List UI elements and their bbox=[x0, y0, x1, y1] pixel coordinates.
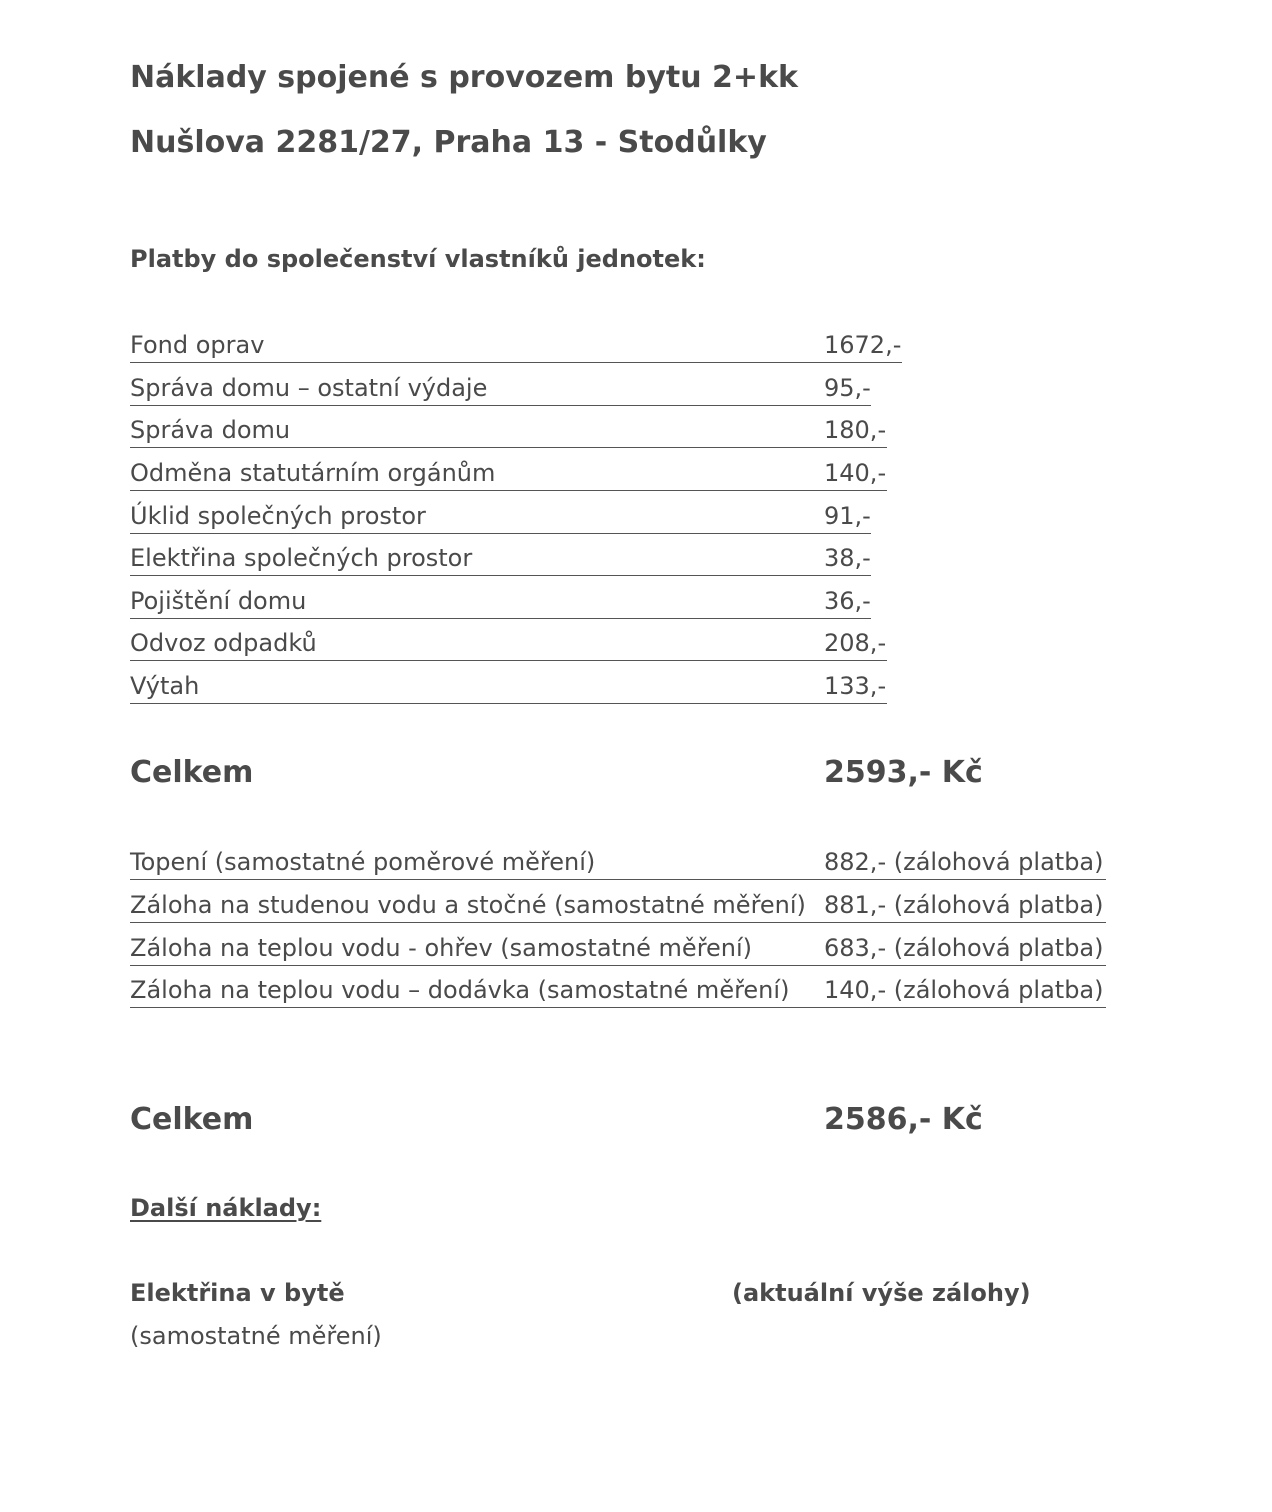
row-label: Záloha na teplou vodu - ohřev (samostatné měření) bbox=[130, 934, 753, 962]
row-value: 91,- bbox=[824, 502, 871, 530]
row-underline bbox=[130, 490, 887, 491]
row-label: Fond oprav bbox=[130, 331, 265, 359]
svj-heading: Platby do společenství vlastníků jednotek: bbox=[130, 245, 706, 273]
row-underline bbox=[130, 575, 871, 576]
row-underline bbox=[130, 965, 1106, 966]
row-value: 140,- bbox=[824, 459, 887, 487]
deposits-total-label: Celkem bbox=[130, 1102, 254, 1137]
row-value: 36,- bbox=[824, 587, 871, 615]
deposits-total-value: 2586,- Kč bbox=[824, 1102, 983, 1137]
row-value: 882,- (zálohová platba) bbox=[824, 848, 1104, 876]
row-underline bbox=[130, 703, 887, 704]
document-address: Nušlova 2281/27, Praha 13 - Stodůlky bbox=[130, 125, 767, 160]
row-underline bbox=[130, 405, 871, 406]
row-label: Správa domu – ostatní výdaje bbox=[130, 374, 488, 402]
electricity-note: (samostatné měření) bbox=[130, 1322, 382, 1350]
svj-total-value: 2593,- Kč bbox=[824, 755, 983, 790]
row-value: 95,- bbox=[824, 374, 871, 402]
row-label: Elektřina společných prostor bbox=[130, 544, 473, 572]
row-underline bbox=[130, 618, 871, 619]
row-value: 683,- (zálohová platba) bbox=[824, 934, 1104, 962]
electricity-value: (aktuální výše zálohy) bbox=[732, 1279, 1031, 1307]
document-title: Náklady spojené s provozem bytu 2+kk bbox=[130, 60, 798, 95]
row-value: 881,- (zálohová platba) bbox=[824, 891, 1104, 919]
row-label: Odvoz odpadků bbox=[130, 629, 317, 657]
row-label: Záloha na studenou vodu a stočné (samostatné měření) bbox=[130, 891, 806, 919]
row-underline bbox=[130, 660, 887, 661]
row-value: 208,- bbox=[824, 629, 887, 657]
row-value: 133,- bbox=[824, 672, 887, 700]
row-value: 1672,- bbox=[824, 331, 902, 359]
row-underline bbox=[130, 447, 887, 448]
row-label: Výtah bbox=[130, 672, 200, 700]
row-value: 180,- bbox=[824, 416, 887, 444]
electricity-label: Elektřina v bytě bbox=[130, 1279, 345, 1307]
row-underline bbox=[130, 362, 902, 363]
row-value: 38,- bbox=[824, 544, 871, 572]
row-label: Správa domu bbox=[130, 416, 291, 444]
other-costs-heading: Další náklady: bbox=[130, 1194, 322, 1222]
svj-total-label: Celkem bbox=[130, 755, 254, 790]
row-value: 140,- (zálohová platba) bbox=[824, 976, 1104, 1004]
row-label: Úklid společných prostor bbox=[130, 502, 426, 530]
row-label: Pojištění domu bbox=[130, 587, 307, 615]
row-label: Odměna statutárním orgánům bbox=[130, 459, 496, 487]
row-underline bbox=[130, 1007, 1106, 1008]
row-underline bbox=[130, 922, 1106, 923]
row-label: Záloha na teplou vodu – dodávka (samostatné měření) bbox=[130, 976, 790, 1004]
row-underline bbox=[130, 533, 871, 534]
row-label: Topení (samostatné poměrové měření) bbox=[130, 848, 596, 876]
row-underline bbox=[130, 879, 1106, 880]
